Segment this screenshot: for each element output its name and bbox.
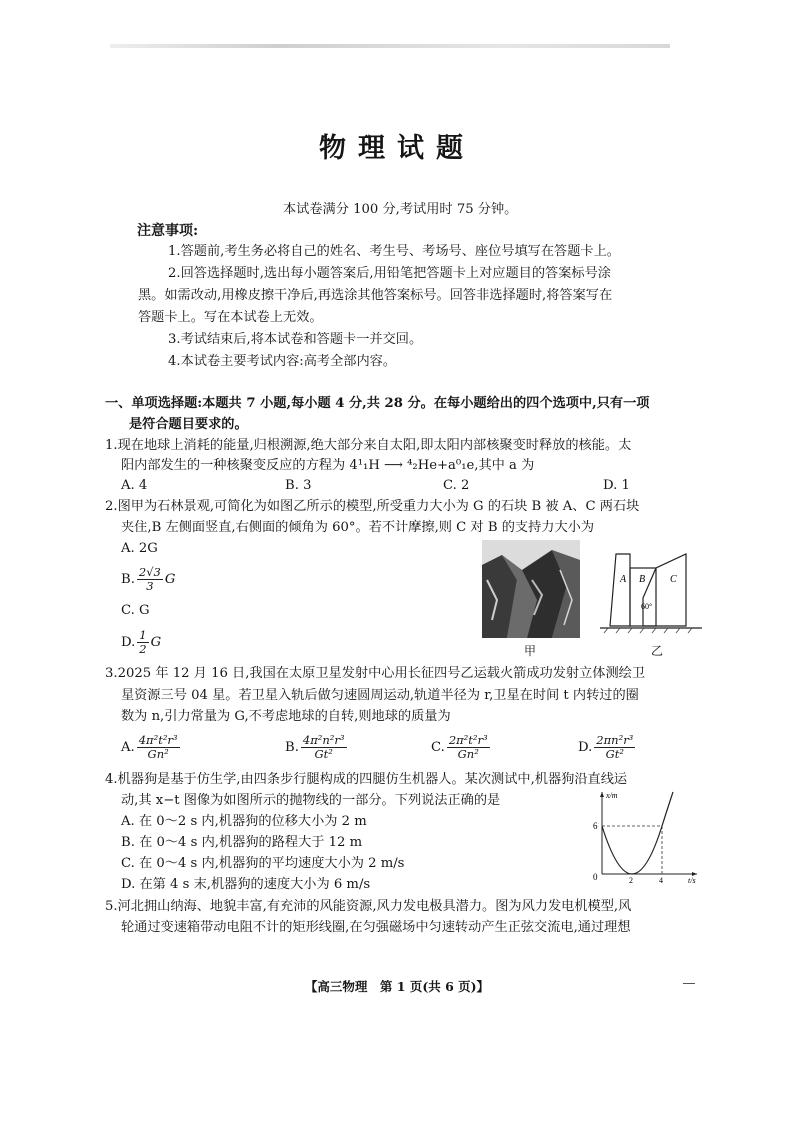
question-1-text: 阳内部发生的一种核聚变反应的方程为 4¹₁H ⟶ ⁴₂He+a⁰₁e,其中 a 为 [121, 458, 535, 473]
q2-option-a: A. 2G [121, 541, 158, 556]
page-footer: 【高三物理 第 1 页(共 6 页)】 [304, 979, 490, 994]
question-3-text: 3.2025 年 12 月 16 日,我国在太原卫星发射中心用长征四号乙运载火箭成功发射立体测绘卫 [105, 666, 646, 681]
q1-option-a: A. 4 [121, 478, 148, 493]
fraction: $\frac{\text{4π²t²r³}}{\text{Gn²}}$ [138, 733, 178, 761]
question-1-text: 1.现在地球上消耗的能量,归根溯源,绝大部分来自太阳,即太阳内部核聚变时释放的核能。太 [105, 438, 632, 453]
fraction: $\frac{\text{2πn²r³}}{\text{Gt²}}$ [596, 733, 634, 761]
q1-option-d: D. 1 [603, 478, 630, 493]
notes-line: 3.考试结束后,将本试卷和答题卡一并交回。 [168, 332, 423, 347]
x-t-graph [585, 788, 700, 884]
x-tick-label: 2 [629, 876, 633, 884]
q3-option-b: B. $\frac{\text{4π²n²r³}}{\text{Gt²}}$ [285, 733, 345, 761]
question-4-text: 4.机器狗是基于仿生学,由四条步行腿构成的四腿仿生机器人。某次测试中,机器狗沿直线运 [105, 772, 628, 787]
question-3-text: 星资源三号 04 星。若卫星入轨后做匀速圆周运动,轨道半径为 r,卫星在时间 t 内转过的圈 [121, 688, 639, 703]
question-2-text: 2.图甲为石林景观,可简化为如图乙所示的模型,所受重力大小为 G 的石块 B 被 A、C 两石块 [105, 499, 640, 514]
fraction: $\frac{\text{2π²t²r³}}{\text{Gn²}}$ [448, 733, 488, 761]
q4-option-b: B. 在 0～4 s 内,机器狗的路程大于 12 m [121, 835, 363, 850]
notes-line: 1.答题前,考生务必将自己的姓名、考生号、考场号、座位号填写在答题卡上。 [168, 244, 620, 259]
q4-option-d: D. 在第 4 s 末,机器狗的速度大小为 6 m/s [121, 877, 371, 892]
q2-option-b: B. $\frac{2√3}{3}$ G [121, 565, 176, 593]
question-5-text: 轮通过变速箱带动电阻不计的矩形线圈,在匀强磁场中匀速转动产生正弦交流电,通过理想 [121, 920, 631, 935]
q4-option-a: A. 在 0～2 s 内,机器狗的位移大小为 2 m [121, 814, 367, 829]
section-heading-cont: 是符合题目要求的。 [129, 417, 248, 432]
notes-line: 黑。如需改动,用橡皮擦干净后,再选涂其他答案标号。回答非选择题时,将答案写在 [138, 288, 613, 303]
notes-heading: 注意事项: [137, 223, 199, 239]
angle-label: 60° [641, 602, 653, 611]
origin-label: 0 [593, 872, 598, 882]
option-label: B. [121, 572, 135, 587]
stone-forest-photo [482, 540, 580, 638]
question-3-text: 数为 n,引力常量为 G,不考虑地球的自转,则地球的质量为 [121, 709, 451, 724]
exam-info: 本试卷满分 100 分,考试用时 75 分钟。 [283, 202, 518, 217]
section-heading: 一、单项选择题:本题共 7 小题,每小题 4 分,共 28 分。在每小题给出的四个选项中,只有一项 [105, 396, 650, 411]
question-5-text: 5.河北拥山纳海、地貌丰富,有充沛的风能资源,风力发电极具潜力。图为风力发电机模型,风 [105, 899, 632, 914]
page-title: 物理试题 [319, 133, 475, 164]
fraction: $\frac{2√3}{3}$ [138, 565, 161, 593]
x-axis-label: x/m [606, 791, 618, 800]
q4-option-c: C. 在 0～4 s 内,机器狗的平均速度大小为 2 m/s [121, 856, 405, 871]
x-tick-label: 4 [659, 876, 663, 884]
fraction: $\frac{1}{2}$ [139, 628, 147, 656]
fraction: $\frac{\text{4π²n²r³}}{\text{Gt²}}$ [302, 733, 345, 761]
q1-option-b: B. 3 [285, 478, 312, 493]
notes-line: 答题卡上。写在本试卷上无效。 [138, 310, 323, 325]
notes-line: 4.本试卷主要考试内容:高考全部内容。 [168, 354, 397, 369]
question-4-text: 动,其 x−t 图像为如图所示的抛物线的一部分。下列说法正确的是 [121, 793, 501, 808]
option-label: D. [121, 635, 136, 650]
scan-artifact-line [110, 44, 670, 48]
q1-option-c: C. 2 [443, 478, 470, 493]
t-axis-label: t/s [688, 876, 696, 884]
x-axis-arrow [600, 792, 604, 797]
question-2-text: 夹住,B 左侧面竖直,右侧面的倾角为 60°。若不计摩擦,则 C 对 B 的支持力大小为 [121, 520, 595, 535]
figure-caption-jia: 甲 [524, 644, 537, 658]
footer-dash [683, 983, 695, 984]
label-a: A [620, 574, 627, 585]
label-c: C [670, 574, 677, 585]
label-b: B [639, 574, 646, 585]
q2-option-d: D. $\frac{1}{2}$ G [121, 628, 162, 656]
q3-option-d: D. $\frac{\text{2πn²r³}}{\text{Gt²}}$ [578, 733, 634, 761]
stone-model-diagram [598, 546, 704, 634]
y-tick-label: 6 [593, 821, 598, 831]
q3-option-a: A. $\frac{\text{4π²t²r³}}{\text{Gn²}}$ [121, 733, 178, 761]
q3-option-c: C. $\frac{\text{2π²t²r³}}{\text{Gn²}}$ [431, 733, 488, 761]
figure-caption-yi: 乙 [651, 644, 664, 658]
q2-option-c: C. G [121, 603, 150, 618]
notes-line: 2.回答选择题时,选出每小题答案后,用铅笔把答题卡上对应题目的答案标号涂 [168, 266, 611, 281]
